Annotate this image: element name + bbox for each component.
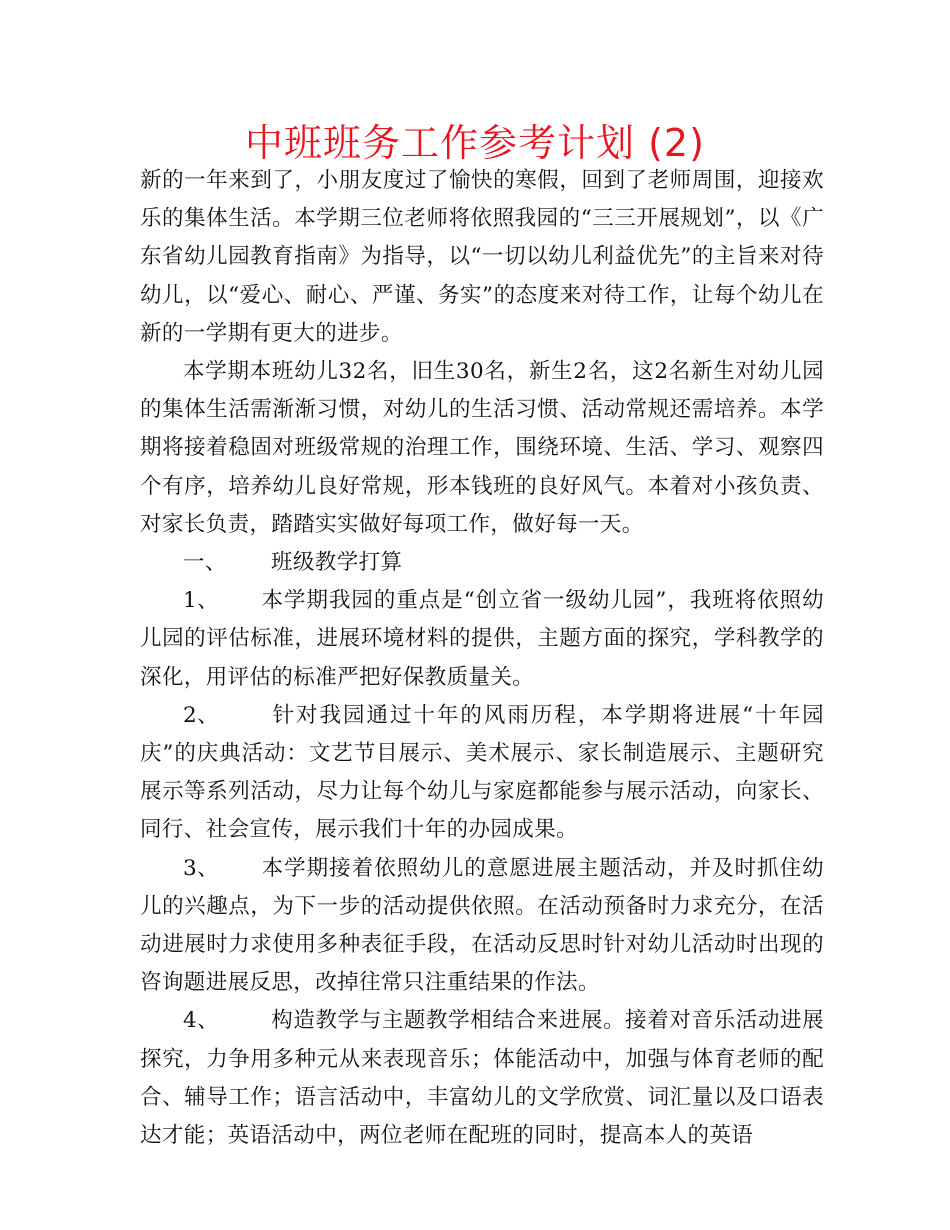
intro-paragraph: 新的一年来到了，小朋友度过了愉快的寒假，回到了老师周围，迎接欢乐的集体生活。本学期三位老师将依照我园的“三三开展规划”，以《广东省幼儿园教育指南》为指导，以“一切以幼儿利益优先”的主旨来对待幼儿，以“爱心、耐心、严谨、务实”的态度来对待工作，让每个幼儿在新的一学期有更大的进步。: [140, 168, 824, 346]
section-number: 一、: [183, 550, 227, 576]
list-item: [140, 850, 824, 1003]
list-item: [140, 1002, 824, 1155]
list-item-text: 本学期接着依照幼儿的意愿进展主题活动，并及时抓住幼儿的兴趣点，为下一步的活动提供依照。在活动预备时力求充分，在活动进展时力求使用多种表征手段，在活动反思时针对幼儿活动时出现的咨询题进展反思，改掉往常只注重结果的作法。: [140, 855, 824, 996]
section-title: 班级教学打算: [271, 550, 403, 576]
situation-paragraph: 本学期本班幼儿32名，旧生30名，新生2名，这2名新生对幼儿园的集体生活需渐渐习惯，对幼儿的生活习惯、活动常规还需培养。本学期将接着稳固对班级常规的治理工作，围绕环境、生活、学习、观察四个有序，培养幼儿良好常规，形本钱班的良好风气。本着对小孩负责、对家长负责，踏踏实实做好每项工作，做好每一天。: [140, 359, 824, 537]
document-body: [140, 162, 824, 1155]
list-item-number: 3、: [183, 855, 219, 881]
section-heading: [140, 544, 824, 582]
document-title: 中班班务工作参考计划 (2): [245, 121, 705, 165]
list-item: [140, 697, 824, 850]
list-item-number: 1、: [183, 588, 219, 614]
list-item-text: 针对我园通过十年的风雨历程，本学期将进展“十年园庆”的庆典活动：文艺节目展示、美术展示、家长制造展示、主题研究展示等系列活动，尽力让每个幼儿与家庭都能参与展示活动，向家长、同行、社会宣传，展示我们十年的办园成果。: [140, 702, 824, 843]
list-item-text: 构造教学与主题教学相结合来进展。接着对音乐活动进展探究，力争用多种元从来表现音乐；体能活动中，加强与体育老师的配合、辅导工作；语言活动中，丰富幼儿的文学欣赏、词汇量以及口语表达才能；英语活动中，两位老师在配班的同时，提高本人的英语: [140, 1008, 824, 1149]
list-item-number: 4、: [183, 1008, 219, 1034]
list-item-text: 本学期我园的重点是“创立省一级幼儿园”，我班将依照幼儿园的评估标准，进展环境材料的提供，主题方面的探究，学科教学的深化，用评估的标准严把好保教质量关。: [140, 588, 824, 690]
list-item-number: 2、: [183, 702, 219, 728]
list-item: [140, 582, 824, 697]
